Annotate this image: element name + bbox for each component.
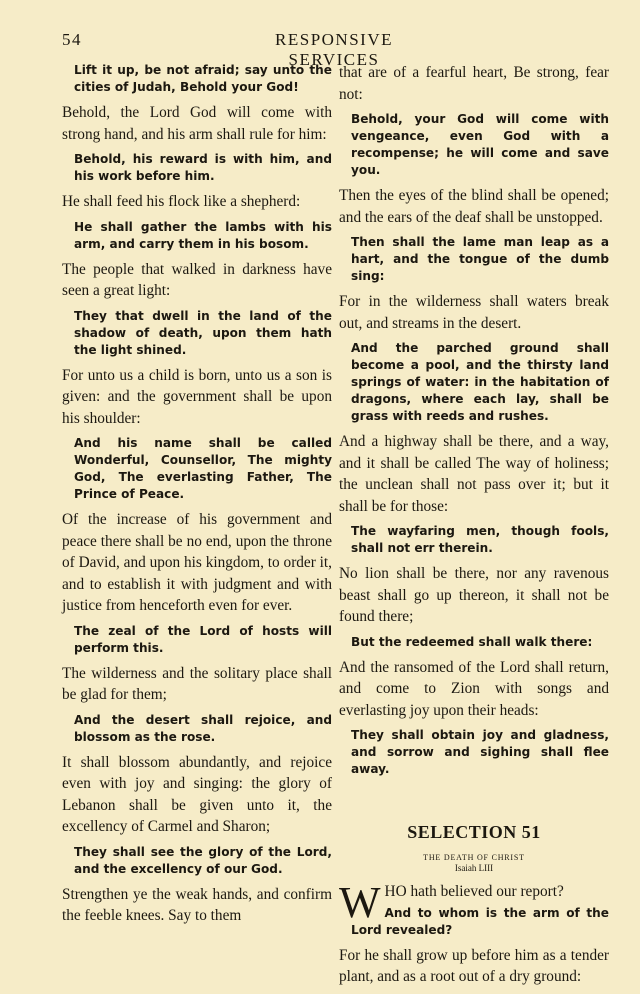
reading-verse: And a highway shall be there, and a way, and it shall be called The way of holiness; the unclean shall not pass over it; but it shall be for those:	[339, 433, 609, 515]
reading-verse: For unto us a child is born, unto us a son is given: and the government shall be upon his shoulder:	[62, 366, 332, 427]
response-verse: And to whom is the arm of the Lord revealed?	[351, 905, 609, 937]
reading-verse: He shall feed his flock like a shepherd:	[62, 193, 301, 210]
right-column	[339, 62, 609, 994]
selection-title: SELECTION 51	[407, 822, 541, 842]
reading-verse: Then the eyes of the blind shall be opened; and the ears of the deaf shall be unstopped.	[339, 187, 609, 226]
page-number: 54	[62, 30, 82, 49]
response-verse: They shall see the glory of the Lord, and the excellency of our God.	[74, 844, 332, 876]
response-verse: Behold, his reward is with him, and his work before him.	[74, 152, 332, 183]
response-verse: The zeal of the Lord of hosts will perform this.	[74, 623, 332, 655]
reading-verse: that are of a fearful heart, Be strong, fear not:	[339, 64, 609, 103]
scripture-reference: Isaiah LIII	[454, 863, 494, 873]
reading-verse: No lion shall be there, nor any ravenous beast shall go up thereon, it shall not be found there;	[339, 565, 609, 625]
reading-verse: It shall blossom abundantly, and rejoice even with joy and singing: the glory of Lebanon shall be given unto it, the excellency of Carmel and Sharon;	[62, 753, 332, 835]
response-verse: And the desert shall rejoice, and blossom as the rose.	[74, 712, 332, 744]
reading-verse: The wilderness and the solitary place shall be glad for them;	[62, 664, 332, 703]
reading-verse: Behold, the Lord God will come with strong hand, and his arm shall rule for him:	[62, 104, 332, 143]
response-verse: They shall obtain joy and gladness, and sorrow and sighing shall flee away.	[351, 728, 609, 776]
response-verse: And his name shall be called Wonderful, Counsellor, The mighty God, The everlasting Father, The Prince of Peace.	[74, 436, 332, 501]
reading-verse: And the ransomed of the Lord shall return, and come to Zion with songs and everlasting joy upon their heads:	[339, 658, 609, 719]
selection-subtitle: THE DEATH OF CHRIST	[423, 853, 525, 862]
reading-verse: The people that walked in darkness have seen a great light:	[62, 260, 332, 299]
response-verse: Then shall the lame man leap as a hart, and the tongue of the dumb sing:	[351, 235, 609, 283]
response-verse: Behold, your God will come with vengeance, even God with a recompense; he will come and save you.	[351, 112, 609, 177]
opening-reading-text: HO hath believed our report?	[384, 883, 564, 900]
reading-verse: Of the increase of his government and peace there shall be no end, upon the throne of David, and upon his kingdom, to order it, and to establish it with judgment and with justice from henceforth even for ever.	[62, 511, 332, 614]
response-verse: Lift it up, be not afraid; say unto the cities of Judah, Behold your God!	[74, 63, 332, 94]
running-title: RESPONSIVE SERVICES	[275, 30, 393, 69]
left-column	[62, 62, 332, 933]
reading-verse: Strengthen ye the weak hands, and confirm the feeble knees. Say to them	[62, 885, 332, 924]
response-verse: He shall gather the lambs with his arm, and carry them in his bosom.	[74, 219, 332, 251]
response-verse: The wayfaring men, though fools, shall not err therein.	[351, 524, 609, 555]
response-verse: But the redeemed shall walk there:	[351, 634, 593, 649]
reading-verse: For in the wilderness shall waters break out, and streams in the desert.	[339, 293, 609, 332]
response-verse: And the parched ground shall become a pool, and the thirsty land springs of water: in the habitation of dragons, where each lay, shall be grass with reeds and rushes.	[351, 341, 609, 423]
response-verse: They that dwell in the land of the shadow of death, upon them hath the light shined.	[74, 308, 332, 357]
drop-cap: W	[339, 878, 381, 927]
reading-verse: For he shall grow up before him as a tender plant, and as a root out of a dry ground:	[339, 946, 609, 985]
